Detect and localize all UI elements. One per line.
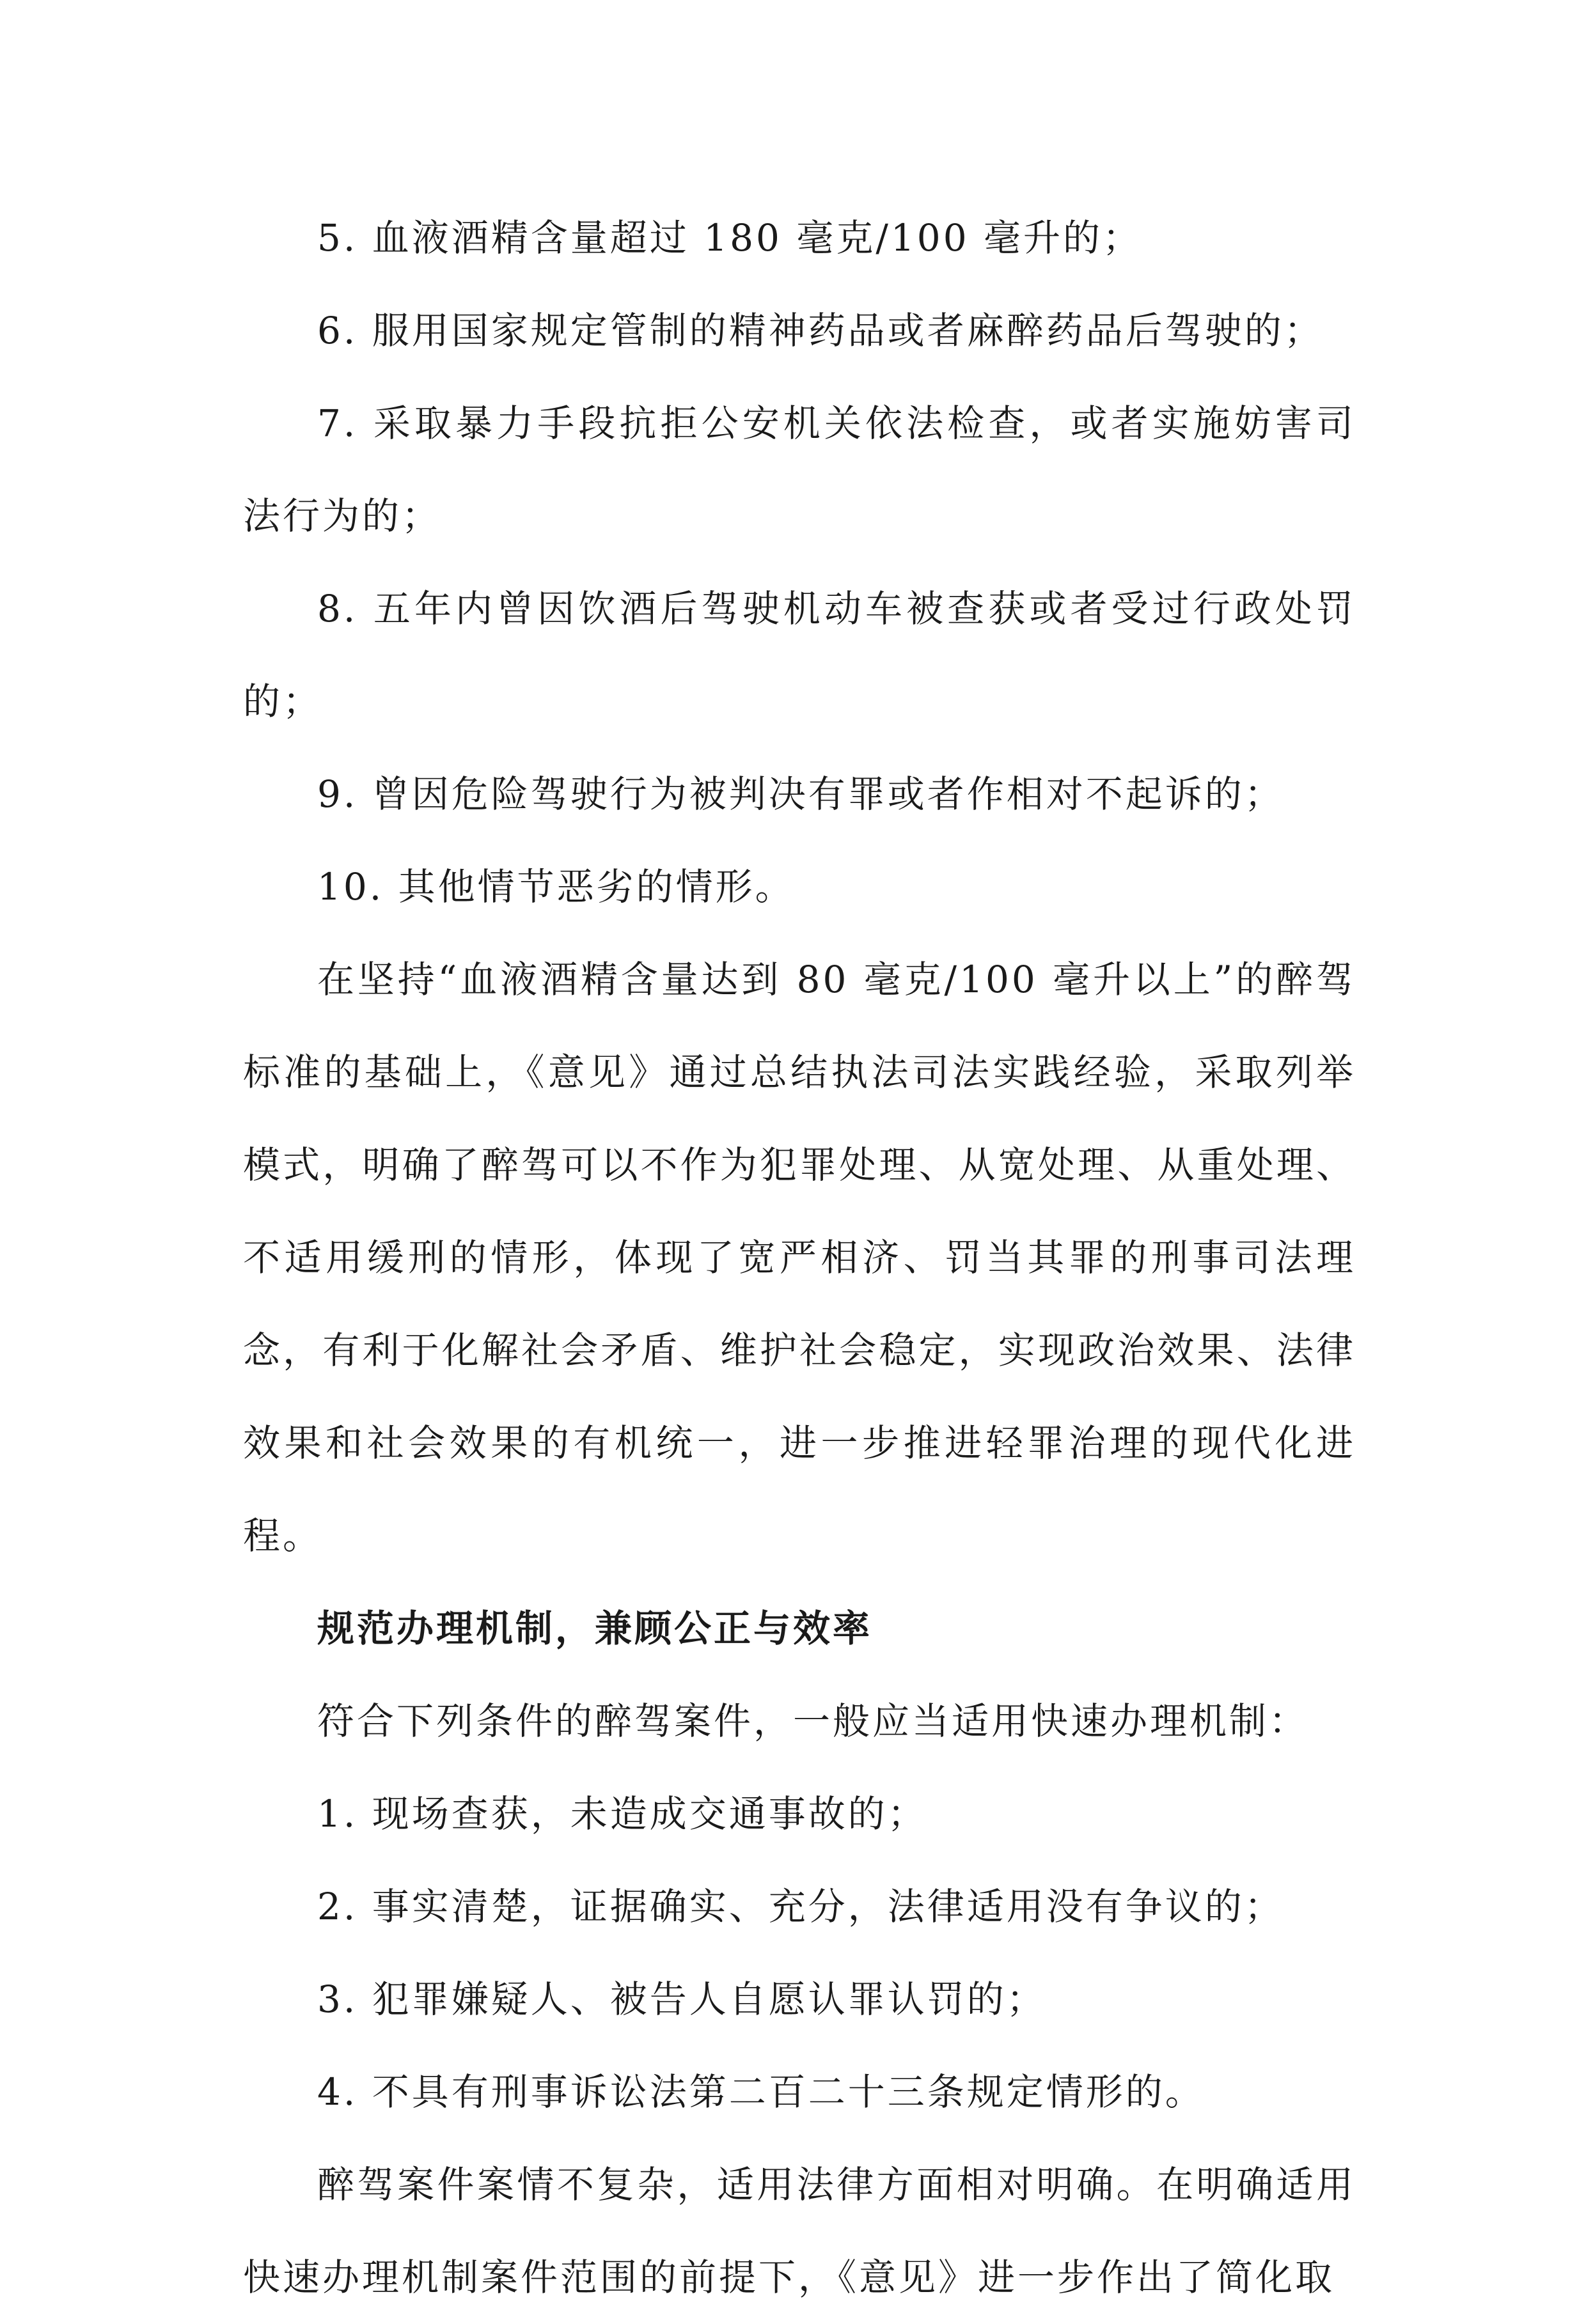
list-item-10: 10. 其他情节恶劣的情形。 xyxy=(317,865,795,909)
list-item-8: 8. 五年内曾因饮酒后驾驶机动车被查获或者受过行政处罚的； xyxy=(243,587,1356,723)
closing-paragraph: 醉驾案件案情不复杂，适用法律方面相对明确。在明确适用快速办理机制案件范围的前提下，《意见》进一步作出了简化取 xyxy=(243,2163,1356,2299)
list-item-9: 9. 曾因危险驾驶行为被判决有罪或者作相对不起诉的； xyxy=(317,772,1284,816)
conditions-intro: 符合下列条件的醉驾案件，一般应当适用快速办理机制： xyxy=(317,1699,1309,1743)
body-text xyxy=(243,192,1356,2324)
condition-item-1: 1. 现场查获，未造成交通事故的； xyxy=(317,1792,927,1836)
section-heading: 规范办理机制，兼顾公正与效率 xyxy=(317,1607,873,1650)
summary-paragraph: 在坚持“血液酒精含量达到 80 毫克/100 毫升以上”的醉驾标准的基础上，《意见》通过总结执法司法实践经验，采取列举模式，明确了醉驾可以不作为犯罪处理、从宽处理、从重处理、不适用缓刑的情形，体现了宽严相济、罚当其罪的刑事司法理念，有利于化解社会矛盾、维护社会稳定，实现政治效果、法律效果和社会效果的有机统一，进一步推进轻罪治理的现代化进程。 xyxy=(243,958,1356,1557)
condition-item-2: 2. 事实清楚，证据确实、充分，法律适用没有争议的； xyxy=(317,1885,1284,1928)
condition-item-4: 4. 不具有刑事诉讼法第二百二十三条规定情形的。 xyxy=(317,2070,1205,2114)
list-item-7: 7. 采取暴力手段抗拒公安机关依法检查，或者实施妨害司法行为的； xyxy=(243,402,1356,538)
list-item-5: 5. 血液酒精含量超过 180 毫克/100 毫升的； xyxy=(317,216,1143,260)
list-item-6: 6. 服用国家规定管制的精神药品或者麻醉药品后驾驶的； xyxy=(317,309,1324,352)
condition-item-3: 3. 犯罪嫌疑人、被告人自愿认罪认罚的； xyxy=(317,1977,1046,2021)
